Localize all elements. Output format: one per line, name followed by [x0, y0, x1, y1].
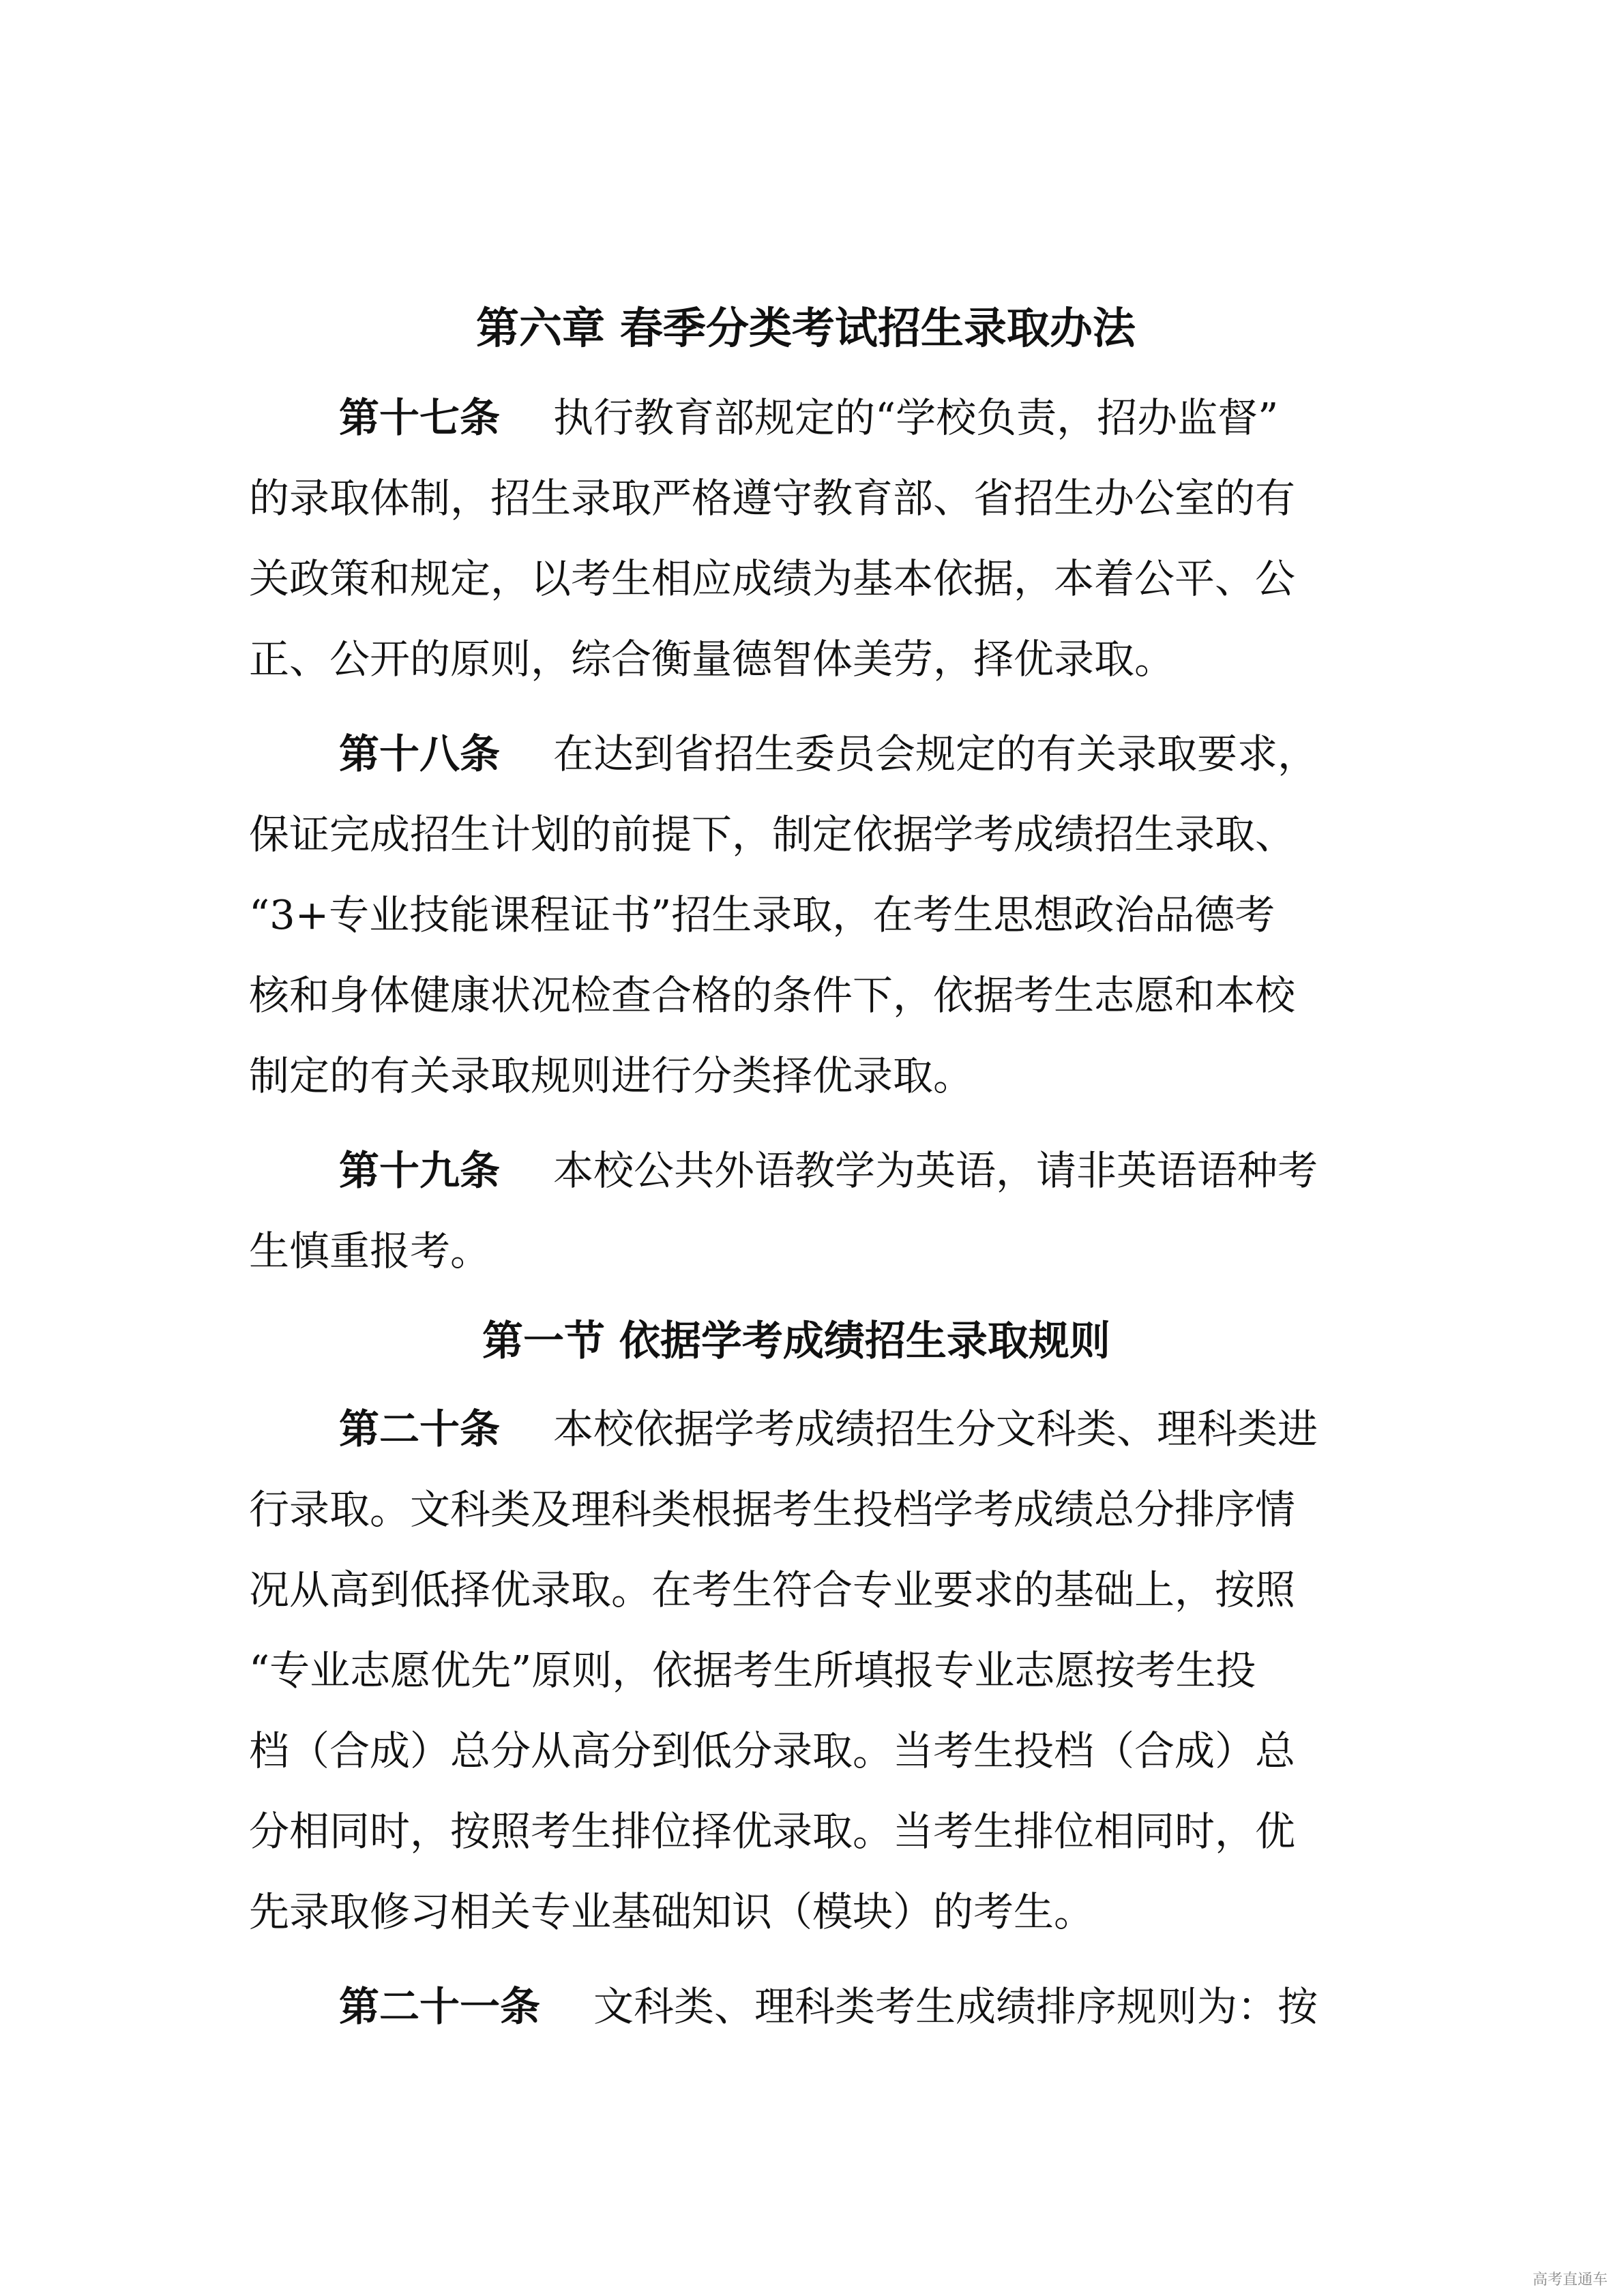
article-18-text: 在达到省招生委员会规定的有关录取要求，: [553, 730, 1318, 777]
watermark-text: 高考直通车: [1532, 2271, 1608, 2288]
article-18-line-4: 核和身体健康状况检查合格的条件下，依据考生志愿和本校: [249, 972, 1296, 1019]
article-20-line-3: 况从高到低择优录取。在考生符合专业要求的基础上，按照: [249, 1566, 1296, 1613]
article-20-line-6: 分相同时，按照考生排位择优录取。当考生排位相同时，优: [249, 1808, 1296, 1855]
article-19-heading: 第十九条: [339, 1147, 501, 1194]
article-17-line-2: 的录取体制，招生录取严格遵守教育部、省招生办公室的有: [249, 475, 1296, 522]
article-20-text: 本校依据学考成绩招生分文科类、理科类进: [553, 1405, 1318, 1452]
article-18-heading: 第十八条: [339, 730, 501, 777]
article-21-line-1: [339, 1980, 1318, 2034]
article-18-line-2: 保证完成招生计划的前提下，制定依据学考成绩招生录取、: [249, 811, 1296, 858]
article-17-line-3: 关政策和规定，以考生相应成绩为基本依据，本着公平、公: [249, 555, 1296, 602]
article-18-line-5: 制定的有关录取规则进行分类择优录取。: [249, 1052, 974, 1099]
article-19-line-2: 生慎重报考。: [249, 1227, 491, 1274]
article-17-heading: 第十七条: [339, 394, 501, 441]
article-20-line-7: 先录取修习相关专业基础知识（模块）的考生。: [249, 1888, 1095, 1935]
article-20-line-5: 档（合成）总分从高分到低分录取。当考生投档（合成）总: [249, 1727, 1296, 1774]
article-19-line-1: [339, 1144, 1318, 1198]
article-20-heading: 第二十条: [339, 1405, 501, 1452]
article-18-line-1: [339, 727, 1318, 781]
article-21-heading: 第二十一条: [339, 1983, 541, 2030]
article-20-line-4: “专业志愿优先”原则，依据考生所填报专业志愿按考生投: [249, 1647, 1256, 1694]
article-20-line-2: 行录取。文科类及理科类根据考生投档学考成绩总分排序情: [249, 1486, 1296, 1533]
article-17-line-1: [339, 391, 1278, 445]
section-title: 第一节 依据学考成绩招生录取规则: [482, 1317, 1110, 1365]
article-17-line-4: 正、公开的原则，综合衡量德智体美劳，择优录取。: [249, 636, 1175, 683]
article-20-line-1: [339, 1402, 1318, 1457]
article-17-text: 执行教育部规定的“学校负责，招办监督”: [553, 394, 1279, 441]
article-21-text: 文科类、理科类考生成绩排序规则为：按: [593, 1983, 1318, 2030]
article-18-line-3: “3+专业技能课程证书”招生录取，在考生思想政治品德考: [249, 891, 1275, 938]
article-19-text: 本校公共外语教学为英语，请非英语语种考: [553, 1147, 1318, 1194]
chapter-title: 第六章 春季分类考试招生录取办法: [476, 303, 1136, 353]
